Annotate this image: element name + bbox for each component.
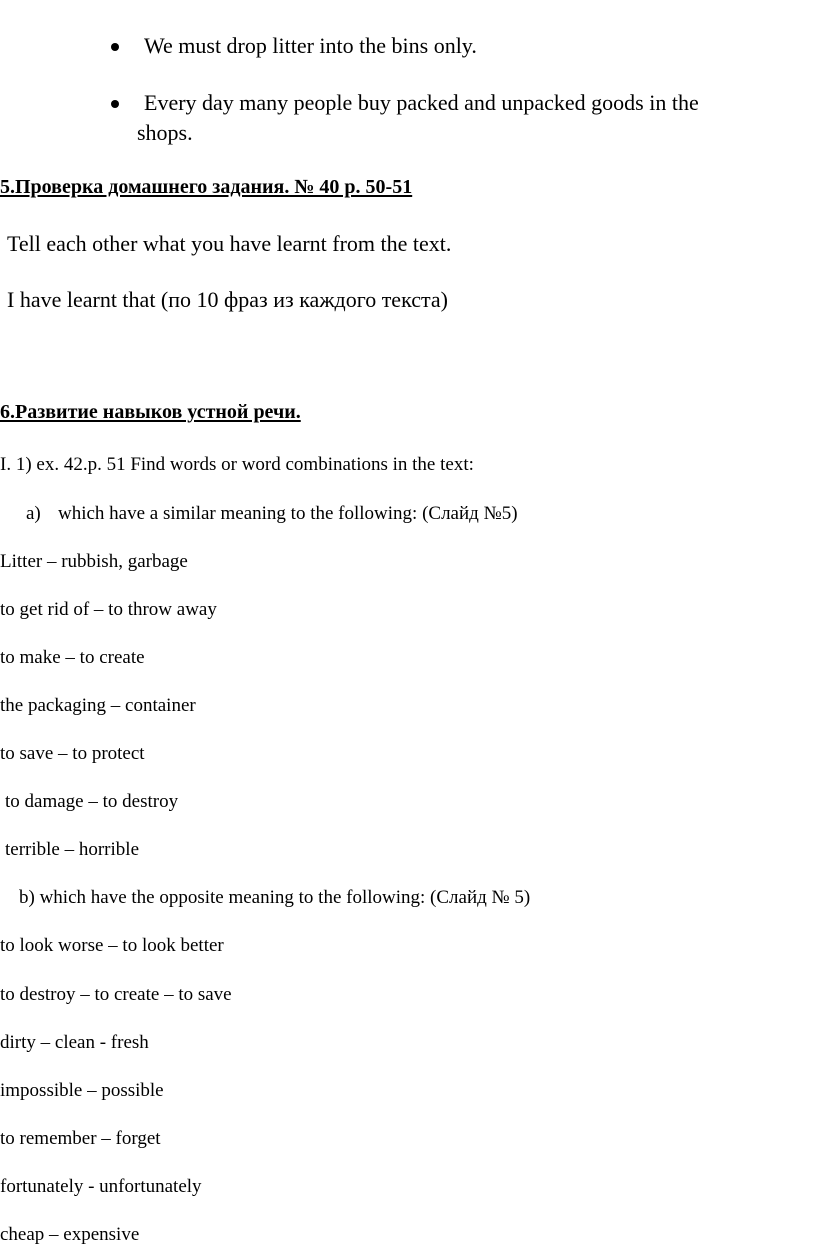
similar-pair: to make – to create — [0, 647, 145, 668]
opposite-pair: dirty – clean - fresh — [0, 1032, 149, 1053]
section-5-line-2: I have learnt that (по 10 фраз из каждого текста) — [7, 287, 448, 312]
similar-pair: terrible – horrible — [5, 839, 140, 860]
opposite-pair: cheap – expensive — [0, 1224, 140, 1245]
bullet-marker — [111, 43, 119, 51]
opposite-pair: to look worse – to look better — [0, 935, 224, 956]
opposite-pair: fortunately - unfortunately — [0, 1176, 202, 1197]
part-a-marker: a) — [26, 503, 41, 524]
bullet-item: Every day many people buy packed and unpacked goods in the — [144, 90, 699, 115]
task-instruction: I. 1) ex. 42.p. 51 Find words or word combinations in the text: — [0, 454, 474, 475]
bullet-item: We must drop litter into the bins only. — [144, 33, 477, 58]
part-a-text: which have a similar meaning to the following: (Слайд №5) — [58, 503, 518, 524]
similar-pair: the packaging – container — [0, 695, 196, 716]
similar-pair: to damage – to destroy — [5, 791, 179, 812]
section-5-line-1: Tell each other what you have learnt from the text. — [7, 231, 452, 256]
opposite-pair: impossible – possible — [0, 1080, 164, 1101]
bullet-marker — [111, 100, 119, 108]
opposite-pair: to destroy – to create – to save — [0, 984, 232, 1005]
opposite-pair: to remember – forget — [0, 1128, 161, 1149]
part-b-text: b) which have the opposite meaning to the following: (Слайд № 5) — [19, 887, 531, 908]
similar-pair: Litter – rubbish, garbage — [0, 551, 188, 572]
bullet-item-continuation: shops. — [137, 120, 193, 145]
similar-pair: to save – to protect — [0, 743, 145, 764]
similar-pair: to get rid of – to throw away — [0, 599, 217, 620]
section-5-heading: 5.Проверка домашнего задания. № 40 р. 50-51 — [0, 176, 413, 198]
section-6-heading: 6.Развитие навыков устной речи. — [0, 401, 301, 423]
